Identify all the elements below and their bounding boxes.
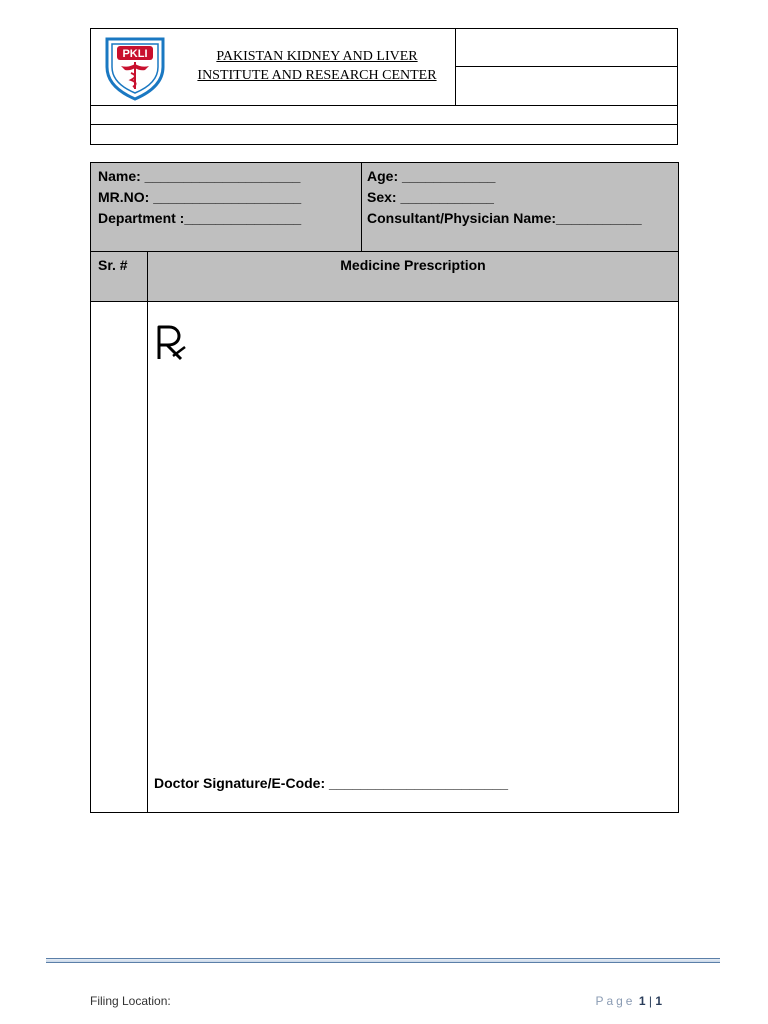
- age-field[interactable]: Age: ____________: [367, 168, 496, 184]
- prescription-table-header: [91, 252, 678, 302]
- document-header: [90, 28, 678, 145]
- header-blank-row-2: [91, 125, 677, 144]
- page-total: 1: [655, 994, 662, 1008]
- header-right-cell-bottom: [456, 67, 677, 105]
- institute-name-line2: INSTITUTE AND RESEARCH CENTER: [197, 68, 437, 83]
- department-field[interactable]: Department :_______________: [98, 210, 302, 226]
- patient-name-field[interactable]: Name: ____________________: [98, 168, 301, 184]
- footer-rule: [46, 958, 720, 963]
- patient-info-right: [367, 166, 677, 229]
- patient-info-left: [98, 166, 358, 229]
- page-word: Page: [595, 994, 636, 1008]
- mr-no-field[interactable]: MR.NO: ___________________: [98, 189, 302, 205]
- page-number: [595, 994, 662, 1008]
- header-right-cell-top: [456, 29, 677, 67]
- sr-number-header: Sr. #: [98, 257, 128, 273]
- page-separator: |: [648, 994, 652, 1008]
- sex-field[interactable]: Sex: ____________: [367, 189, 494, 205]
- rx-symbol-icon: [155, 323, 191, 363]
- info-divider: [361, 163, 362, 251]
- logo-cell: [91, 29, 456, 105]
- prescription-form: [90, 162, 679, 813]
- doctor-signature-field[interactable]: Doctor Signature/E-Code: _______________________: [154, 775, 509, 791]
- medicine-prescription-header: Medicine Prescription: [340, 257, 486, 273]
- page-current: 1: [638, 994, 646, 1008]
- column-divider: [147, 252, 148, 812]
- pkli-logo-icon: [101, 33, 169, 101]
- consultant-field[interactable]: Consultant/Physician Name:___________: [367, 210, 642, 226]
- filing-location: Filing Location:: [90, 994, 171, 1008]
- header-blank-row-1: [91, 105, 677, 125]
- patient-info-section: [91, 163, 678, 252]
- svg-text:PKLI: PKLI: [122, 48, 148, 60]
- institute-name-line1: PAKISTAN KIDNEY AND LIVER: [216, 49, 418, 64]
- institute-name: [186, 47, 448, 85]
